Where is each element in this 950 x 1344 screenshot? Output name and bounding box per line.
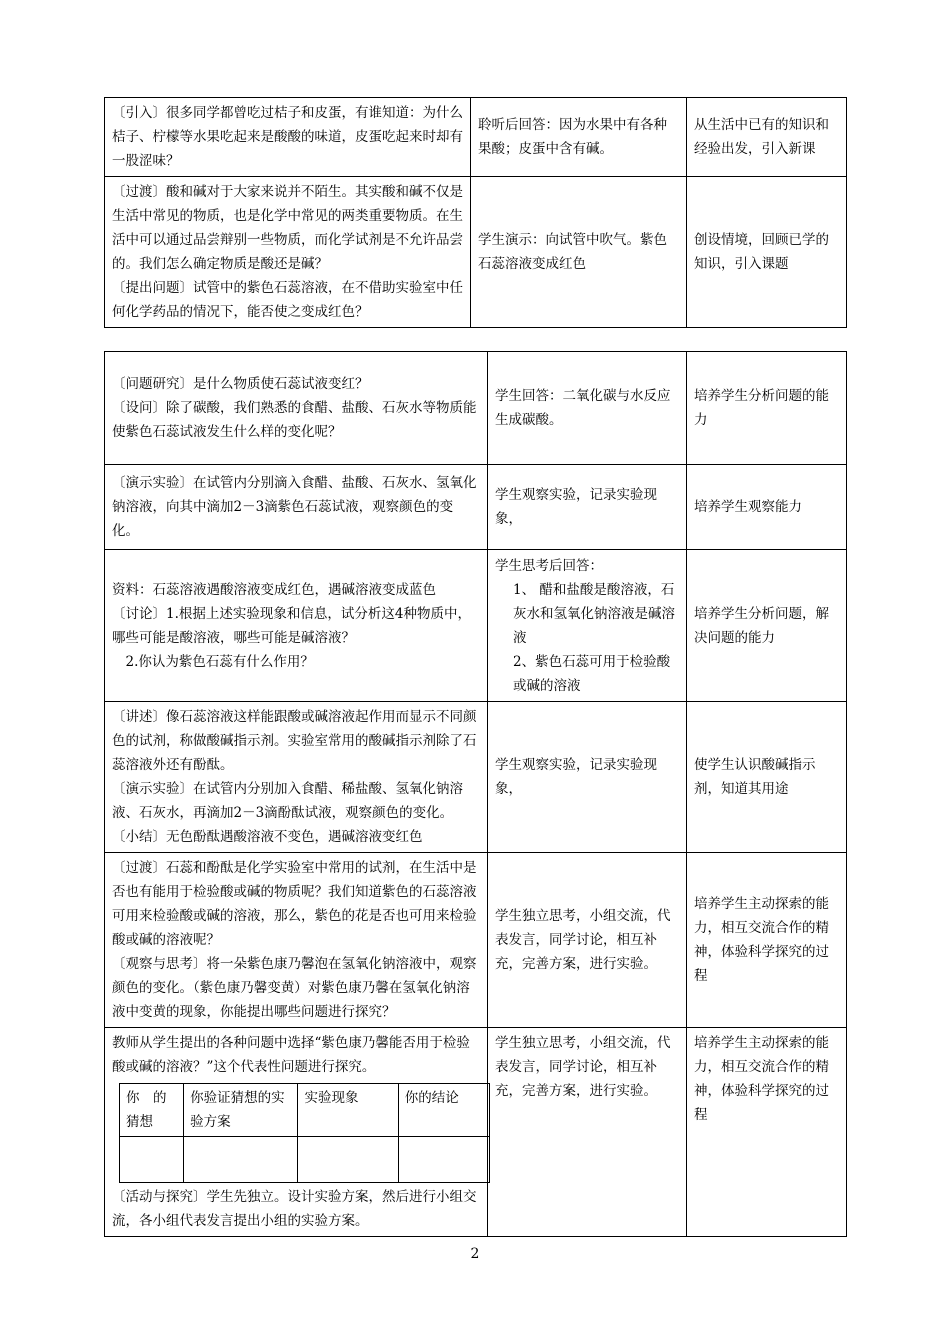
inquiry-header-guess: 你 的猜想: [120, 1084, 184, 1137]
teacher-activity-cell: [105, 550, 488, 702]
design-intent-cell: 从生活中已有的知识和经验出发，引入新课: [687, 98, 847, 177]
teacher-text: 〔过渡〕酸和碱对于大家来说并不陌生。其实酸和碱不仅是生活中常见的物质，也是化学中常见的两类重要物质。在生活中可以通过品尝辩别一些物质，而化学试剂是不允许品尝的。我们怎么确定物质是酸还是碱？: [112, 184, 463, 272]
page-number: 2: [470, 1246, 480, 1262]
teacher-text: 〔过渡〕石蕊和酚酞是化学实验室中常用的试剂，在生活中是否也有能用于检验酸或碱的物质呢？我们知道紫色的石蕊溶液可用来检验酸或碱的溶液，那么，紫色的花是否也可用来检验酸或碱的溶液呢？: [112, 860, 477, 948]
teacher-text: 〔讨论〕1.根据上述实验现象和信息，试分析这4种物质中，哪些可能是酸溶液，哪些可能是碱溶液？: [112, 605, 471, 646]
student-activity-cell: 学生独立思考，小组交流，代表发言，同学讨论，相互补充，完善方案，进行实验。: [488, 853, 687, 1028]
design-intent-cell: 培养学生观察能力: [687, 465, 847, 550]
teacher-text: 〔引入〕很多同学都曾吃过桔子和皮蛋，有谁知道：为什么桔子、柠檬等水果吃起来是酸酸的味道，皮蛋吃起来时却有一股涩味？: [112, 105, 463, 169]
teacher-activity-cell: [105, 98, 471, 177]
table-row: [105, 465, 847, 550]
table-row: [105, 177, 847, 328]
student-answer-intro: 学生思考后回答：: [495, 557, 603, 574]
student-activity-cell: 学生演示：向试管中吹气。紫色石蕊溶液变成红色: [471, 177, 687, 328]
student-activity-cell: 学生独立思考，小组交流，代表发言，同学讨论，相互补充，完善方案，进行实验。: [488, 1028, 687, 1237]
table-row: [105, 702, 847, 853]
table-row: [105, 1028, 847, 1237]
teacher-text: 2.你认为紫色石蕊有什么作用？: [112, 653, 314, 670]
teacher-activity-cell: [105, 465, 488, 550]
inquiry-blank-cell[interactable]: [298, 1137, 398, 1183]
student-activity-cell: 学生观察实验，记录实验现象，: [488, 702, 687, 853]
teacher-text: 〔观察与思考〕将一朵紫色康乃馨泡在氢氧化钠溶液中，观察颜色的变化。（紫色康乃馨变黄）对紫色康乃馨在氢氧化钠溶液中变黄的现象，你能提出哪些问题进行探究？: [112, 956, 477, 1020]
inquiry-table-header-row: [120, 1084, 490, 1137]
inquiry-header-plan: 你验证猜想的实验方案: [184, 1084, 298, 1137]
student-activity-cell: [488, 550, 687, 702]
teacher-activity-cell: [105, 1028, 488, 1237]
design-intent-cell: 培养学生主动探索的能力，相互交流合作的精神，体验科学探究的过程: [687, 1028, 847, 1237]
inquiry-table: [119, 1083, 490, 1183]
teacher-text: 资料：石蕊溶液遇酸溶液变成红色，遇碱溶液变成蓝色: [112, 581, 436, 598]
inquiry-header-conclusion: 你的结论: [398, 1084, 489, 1137]
table-row: [105, 352, 847, 465]
design-intent-cell: 培养学生分析问题的能力: [687, 352, 847, 465]
inquiry-table-blank-row: [120, 1137, 490, 1183]
inquiry-blank-cell[interactable]: [184, 1137, 298, 1183]
teacher-text: 〔提出问题〕试管中的紫色石蕊溶液，在不借助实验室中任何化学药品的情况下，能否使之变成红色？: [112, 280, 463, 320]
table-row: [105, 98, 847, 177]
design-intent-cell: 培养学生分析问题，解决问题的能力: [687, 550, 847, 702]
table-row: [105, 550, 847, 702]
inquiry-header-phenomenon: 实验现象: [298, 1084, 398, 1137]
teacher-activity-cell: [105, 702, 488, 853]
student-activity-cell: 学生回答：二氧化碳与水反应生成碳酸。: [488, 352, 687, 465]
teacher-activity-cell: [105, 352, 488, 465]
teacher-activity-cell: [105, 853, 488, 1028]
design-intent-cell: 使学生认识酸碱指示剂，知道其用途: [687, 702, 847, 853]
teacher-text: 教师从学生提出的各种问题中选择“紫色康乃馨能否用于检验酸或碱的溶液？”这个代表性问题进行探究。: [112, 1035, 470, 1075]
design-intent-cell: 培养学生主动探索的能力，相互交流合作的精神，体验科学探究的过程: [687, 853, 847, 1028]
lesson-table-2: [104, 351, 847, 1237]
student-activity-cell: 学生观察实验，记录实验现象，: [488, 465, 687, 550]
teacher-text: 〔活动与探究〕学生先独立。设计实验方案，然后进行小组交流，各小组代表发言提出小组的实验方案。: [112, 1189, 477, 1229]
teacher-text: 〔演示实验〕在试管内分别滴入食醋、盐酸、石灰水、氢氧化钠溶液，向其中滴加2－3滴紫色石蕊试液，观察颜色的变化。: [112, 475, 477, 539]
student-activity-cell: 聆听后回答：因为水果中有各种果酸；皮蛋中含有碱。: [471, 98, 687, 177]
design-intent-cell: 创设情境，回顾已学的知识，引入课题: [687, 177, 847, 328]
teacher-text: 〔演示实验〕在试管内分别加入食醋、稀盐酸、氢氧化钠溶液、石灰水，再滴加2－3滴酚酞试液，观察颜色的变化。: [112, 781, 463, 821]
table-row: [105, 853, 847, 1028]
student-answer-item: 2、紫色石蕊可用于检验酸或碱的溶液: [513, 653, 671, 694]
inquiry-blank-cell[interactable]: [398, 1137, 489, 1183]
teacher-activity-cell: [105, 177, 471, 328]
student-answer-item: 1、 醋和盐酸是酸溶液，石灰水和氢氧化钠溶液是碱溶液: [513, 581, 675, 646]
inquiry-blank-cell[interactable]: [120, 1137, 184, 1183]
teacher-text: 〔小结〕无色酚酞遇酸溶液不变色，遇碱溶液变红色: [112, 829, 423, 845]
teacher-text: 〔问题研究〕是什么物质使石蕊试液变红？: [112, 376, 369, 392]
teacher-text: 〔设问〕除了碳酸，我们熟悉的食醋、盐酸、石灰水等物质能使紫色石蕊试液发生什么样的变化呢？: [112, 400, 477, 440]
teacher-text: 〔讲述〕像石蕊溶液这样能跟酸或碱溶液起作用而显示不同颜色的试剂，称做酸碱指示剂。实验室常用的酸碱指示剂除了石蕊溶液外还有酚酞。: [112, 709, 477, 773]
lesson-table-1: [104, 97, 847, 328]
